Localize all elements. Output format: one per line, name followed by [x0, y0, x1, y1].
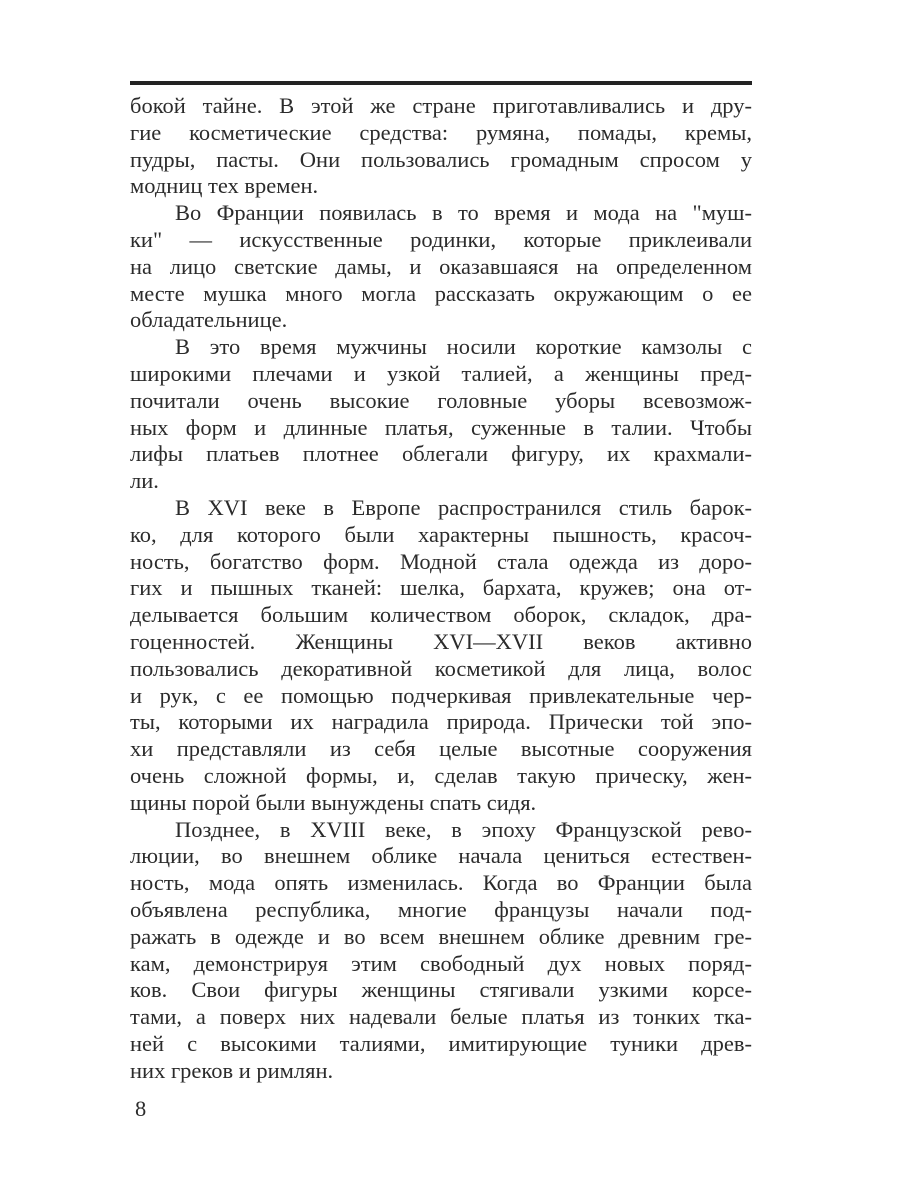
- text-line: бокой тайне. В этой же стране приготавливались и дру-: [130, 93, 752, 118]
- text-line: Во Франции появилась в то время и мода на "муш-: [175, 200, 752, 226]
- text-line: ность, мода опять изменилась. Когда во Франции была: [130, 870, 752, 896]
- text-line: делывается большим количеством оборок, складок, дра-: [130, 602, 752, 628]
- text-line: В XVI веке в Европе распространился стиль барок-: [175, 494, 752, 520]
- text-line: хи представляли из себя целые высотные сооружения: [130, 736, 752, 762]
- book-page-content: [130, 81, 752, 1084]
- text-line: щины порой были вынуждены спать сидя.: [130, 789, 537, 815]
- paragraph: [130, 200, 752, 334]
- text-line: гоценностей. Женщины XVI—XVII веков активно: [130, 628, 752, 654]
- text-line: очень сложной формы, и, сделав такую прическу, жен-: [130, 762, 752, 788]
- text-line: на лицо светские дамы, и оказавшаяся на определенном: [130, 253, 752, 279]
- text-block: [130, 93, 752, 1084]
- text-line: ражать в одежде и во всем внешнем облике древним гре-: [130, 923, 752, 949]
- text-line: модниц тех времен.: [130, 173, 319, 199]
- paragraph: [130, 817, 752, 1085]
- text-line: месте мушка много могла рассказать окружающим о ее: [130, 280, 752, 306]
- text-line: гих и пышных тканей: шелка, бархата, кружев; она от-: [130, 575, 752, 601]
- text-line: пользовались декоративной косметикой для лица, волос: [130, 655, 752, 681]
- text-line: тами, а поверх них надевали белые платья из тонких тка-: [130, 1004, 752, 1030]
- paragraph: [130, 334, 752, 495]
- text-line: ки" — искусственные родинки, которые приклеивали: [130, 226, 752, 252]
- text-line: люции, во внешнем облике начала цениться естествен-: [130, 843, 752, 869]
- text-line: кам, демонстрируя этим свободный дух новых поряд-: [130, 950, 752, 976]
- paragraph: [130, 93, 752, 200]
- text-line: широкими плечами и узкой талией, а женщины пред-: [130, 360, 752, 386]
- header-rule: [130, 81, 752, 85]
- text-line: гие косметические средства: румяна, помады, кремы,: [130, 119, 752, 145]
- page-number: 8: [135, 1096, 147, 1121]
- text-line: пудры, пасты. Они пользовались громадным спросом у: [130, 146, 752, 172]
- text-line: ков. Свои фигуры женщины стягивали узкими корсе-: [130, 977, 752, 1003]
- paragraph: [130, 495, 752, 817]
- text-line: ность, богатство форм. Модной стала одежда из доро-: [130, 548, 752, 574]
- text-line: них греков и римлян.: [130, 1057, 334, 1083]
- text-line: почитали очень высокие головные уборы всевозмож-: [130, 387, 752, 413]
- text-line: обладательнице.: [130, 307, 288, 333]
- text-line: ко, для которого были характерны пышность, красоч-: [130, 521, 752, 547]
- text-line: лифы платьев плотнее облегали фигуру, их крахмали-: [130, 441, 752, 467]
- text-line: и рук, с ее помощью подчеркивая привлекательные чер-: [130, 682, 752, 708]
- text-line: Позднее, в XVIII веке, в эпоху Французской рево-: [175, 816, 752, 842]
- text-line: ты, которыми их наградила природа. Прически той эпо-: [130, 709, 752, 735]
- text-line: ней с высокими талиями, имитирующие туники древ-: [130, 1030, 752, 1056]
- text-line: ных форм и длинные платья, суженные в талии. Чтобы: [130, 414, 752, 440]
- text-line: В это время мужчины носили короткие камзолы с: [175, 334, 752, 360]
- text-line: ли.: [130, 468, 159, 494]
- text-line: объявлена республика, многие французы начали под-: [130, 896, 752, 922]
